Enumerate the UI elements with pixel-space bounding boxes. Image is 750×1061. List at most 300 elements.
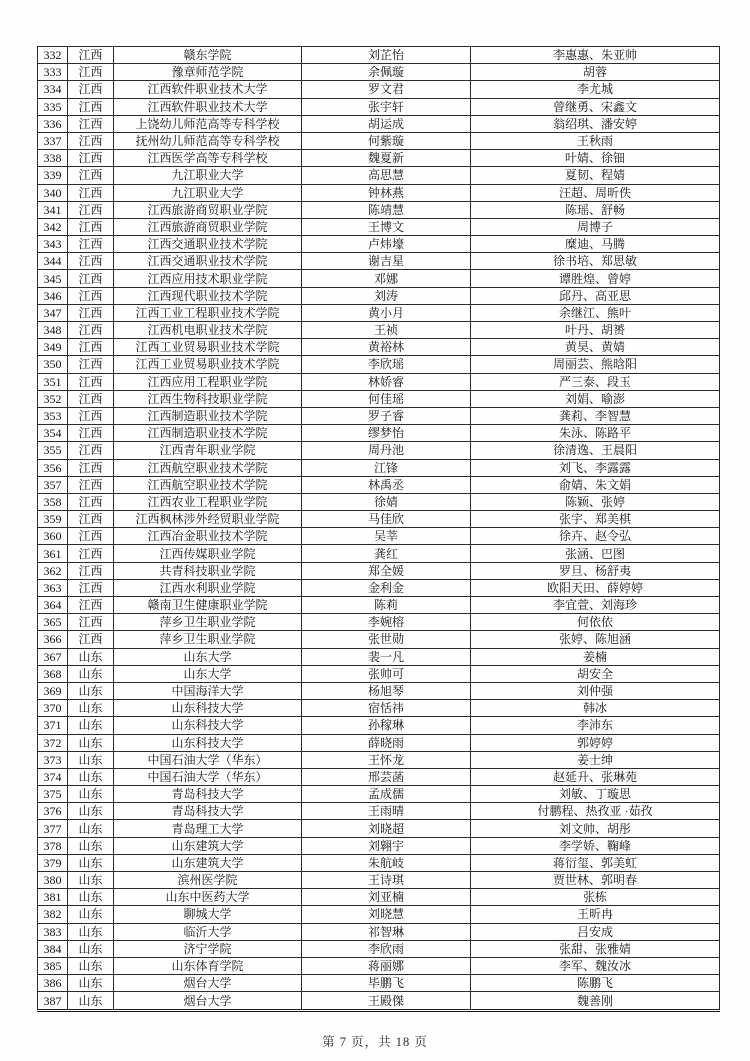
cell-members: 夏韧、程婧 <box>471 167 720 184</box>
cell-serial-number: 362 <box>38 562 68 579</box>
table-row <box>38 304 720 321</box>
cell-serial-number: 380 <box>38 872 68 889</box>
cell-province: 山东 <box>68 889 114 906</box>
cell-serial-number: 377 <box>38 820 68 837</box>
cell-name: 陈莉 <box>302 597 471 614</box>
cell-serial-number: 383 <box>38 923 68 940</box>
cell-serial-number: 351 <box>38 373 68 390</box>
cell-name: 王雨晴 <box>302 803 471 820</box>
cell-members: 汪超、周昕佚 <box>471 184 720 201</box>
cell-members: 何依依 <box>471 614 720 631</box>
table-row <box>38 150 720 167</box>
cell-province: 江西 <box>68 356 114 373</box>
cell-members: 姜楠 <box>471 648 720 665</box>
cell-members: 翁绍琪、潘安婷 <box>471 115 720 132</box>
cell-school: 临沂大学 <box>114 923 302 940</box>
table-row <box>38 356 720 373</box>
cell-province: 江西 <box>68 98 114 115</box>
cell-name: 何紫璇 <box>302 132 471 149</box>
cell-members: 陈颖、张婷 <box>471 493 720 510</box>
cell-name: 王祯 <box>302 322 471 339</box>
roster-table <box>37 46 720 1012</box>
cell-school: 山东科技大学 <box>114 734 302 751</box>
cell-members: 蒋衍玺、郭美虹 <box>471 854 720 871</box>
cell-name: 杨旭琴 <box>302 682 471 699</box>
cell-school: 江西软件职业技术大学 <box>114 98 302 115</box>
table-row <box>38 476 720 493</box>
cell-school: 赣南卫生健康职业学院 <box>114 597 302 614</box>
cell-members: 李军、魏汝冰 <box>471 957 720 974</box>
cell-serial-number: 338 <box>38 150 68 167</box>
cell-serial-number: 365 <box>38 614 68 631</box>
table-row <box>38 820 720 837</box>
cell-name: 刘亚楠 <box>302 889 471 906</box>
cell-school: 青岛科技大学 <box>114 803 302 820</box>
table-row <box>38 837 720 854</box>
cell-members: 张婷、陈旭涵 <box>471 631 720 648</box>
cell-school: 共青科技职业学院 <box>114 562 302 579</box>
cell-name: 卢炜壕 <box>302 236 471 253</box>
cell-name: 江锋 <box>302 459 471 476</box>
cell-name: 何佳瑶 <box>302 390 471 407</box>
cell-province: 江西 <box>68 115 114 132</box>
cell-school: 江西航空职业技术学院 <box>114 459 302 476</box>
cell-province: 江西 <box>68 425 114 442</box>
cell-members: 刘仲强 <box>471 682 720 699</box>
cell-members: 刘文帅、胡彤 <box>471 820 720 837</box>
cell-name: 缪梦怡 <box>302 425 471 442</box>
cell-province: 山东 <box>68 768 114 785</box>
cell-school: 江西应用工程职业学院 <box>114 373 302 390</box>
cell-members: 赵延升、张琳苑 <box>471 768 720 785</box>
table-row <box>38 545 720 562</box>
cell-name: 王诗琪 <box>302 872 471 889</box>
cell-members: 韩冰 <box>471 700 720 717</box>
cell-school: 江西交通职业技术学院 <box>114 236 302 253</box>
cell-province: 山东 <box>68 854 114 871</box>
cell-members: 周丽芸、熊晗阳 <box>471 356 720 373</box>
cell-name: 李欣瑶 <box>302 356 471 373</box>
table-row <box>38 648 720 665</box>
cell-name: 黄小月 <box>302 304 471 321</box>
cell-province: 江西 <box>68 528 114 545</box>
table-row <box>38 167 720 184</box>
cell-name: 金利金 <box>302 579 471 596</box>
table-row <box>38 322 720 339</box>
cell-members: 龚莉、李智慧 <box>471 407 720 424</box>
cell-serial-number: 350 <box>38 356 68 373</box>
cell-school: 中国石油大学（华东） <box>114 768 302 785</box>
cell-name: 邓娜 <box>302 270 471 287</box>
cell-serial-number: 347 <box>38 304 68 321</box>
cell-members: 李宜萱、刘海珍 <box>471 597 720 614</box>
table-row <box>38 115 720 132</box>
cell-name: 郑全媛 <box>302 562 471 579</box>
cell-province: 山东 <box>68 837 114 854</box>
cell-members: 张栋 <box>471 889 720 906</box>
cell-serial-number: 353 <box>38 407 68 424</box>
table-row <box>38 872 720 889</box>
cell-members: 刘娟、喻澎 <box>471 390 720 407</box>
cell-serial-number: 346 <box>38 287 68 304</box>
table-row <box>38 132 720 149</box>
cell-name: 王博文 <box>302 218 471 235</box>
cell-name: 王怀龙 <box>302 751 471 768</box>
cell-name: 周丹池 <box>302 442 471 459</box>
cell-school: 滨州医学院 <box>114 872 302 889</box>
cell-serial-number: 360 <box>38 528 68 545</box>
cell-members: 李学娇、鞠峰 <box>471 837 720 854</box>
table-row <box>38 425 720 442</box>
table-row <box>38 287 720 304</box>
cell-members: 邱丹、高亚思 <box>471 287 720 304</box>
cell-serial-number: 336 <box>38 115 68 132</box>
cell-members: 胡蓉 <box>471 64 720 81</box>
cell-province: 山东 <box>68 734 114 751</box>
cell-serial-number: 344 <box>38 253 68 270</box>
cell-school: 江西软件职业技术大学 <box>114 81 302 98</box>
cell-name: 黄裕林 <box>302 339 471 356</box>
cell-members: 刘飞、李露露 <box>471 459 720 476</box>
cell-school: 江西青年职业学院 <box>114 442 302 459</box>
cell-members: 付鹏程、热孜亚 ·茹孜 <box>471 803 720 820</box>
cell-school: 赣东学院 <box>114 47 302 64</box>
cell-province: 江西 <box>68 511 114 528</box>
table-row <box>38 631 720 648</box>
cell-members: 王秋雨 <box>471 132 720 149</box>
cell-name: 蒋丽娜 <box>302 957 471 974</box>
table-row <box>38 81 720 98</box>
cell-school: 聊城大学 <box>114 906 302 923</box>
cell-serial-number: 382 <box>38 906 68 923</box>
cell-serial-number: 359 <box>38 511 68 528</box>
cell-province: 山东 <box>68 803 114 820</box>
cell-serial-number: 354 <box>38 425 68 442</box>
cell-school: 江西工业贸易职业技术学院 <box>114 339 302 356</box>
cell-province: 江西 <box>68 81 114 98</box>
cell-members: 俞婧、朱文娟 <box>471 476 720 493</box>
cell-province: 江西 <box>68 287 114 304</box>
cell-province: 山东 <box>68 975 114 992</box>
cell-name: 张宇轩 <box>302 98 471 115</box>
table-row <box>38 957 720 974</box>
cell-province: 山东 <box>68 940 114 957</box>
table-body <box>38 47 720 1011</box>
cell-province: 山东 <box>68 648 114 665</box>
cell-name: 孟成儒 <box>302 786 471 803</box>
cell-school: 江西传媒职业学院 <box>114 545 302 562</box>
cell-school: 上饶幼儿师范高等专科学校 <box>114 115 302 132</box>
cell-serial-number: 337 <box>38 132 68 149</box>
cell-name: 李欣雨 <box>302 940 471 957</box>
cell-province: 山东 <box>68 665 114 682</box>
page-footer: 第 7 页，共 18 页 <box>322 1035 428 1049</box>
cell-province: 江西 <box>68 132 114 149</box>
cell-province: 江西 <box>68 253 114 270</box>
cell-serial-number: 357 <box>38 476 68 493</box>
cell-members: 贾世林、郭明春 <box>471 872 720 889</box>
cell-members: 李沛东 <box>471 717 720 734</box>
cell-members: 糜迪、马腾 <box>471 236 720 253</box>
cell-province: 江西 <box>68 218 114 235</box>
cell-members: 李惠惠、朱亚帅 <box>471 47 720 64</box>
cell-serial-number: 378 <box>38 837 68 854</box>
cell-school: 江西机电职业技术学院 <box>114 322 302 339</box>
table-row <box>38 459 720 476</box>
cell-serial-number: 345 <box>38 270 68 287</box>
cell-name: 刘翱宇 <box>302 837 471 854</box>
cell-members: 叶丹、胡赟 <box>471 322 720 339</box>
cell-name: 钟林燕 <box>302 184 471 201</box>
cell-school: 烟台大学 <box>114 975 302 992</box>
cell-serial-number: 371 <box>38 717 68 734</box>
cell-serial-number: 368 <box>38 665 68 682</box>
cell-name: 薛晓雨 <box>302 734 471 751</box>
cell-serial-number: 349 <box>38 339 68 356</box>
cell-members: 张甜、张雅婧 <box>471 940 720 957</box>
table-row <box>38 373 720 390</box>
cell-members: 魏善刚 <box>471 992 720 1011</box>
cell-serial-number: 342 <box>38 218 68 235</box>
table-row <box>38 528 720 545</box>
table-row <box>38 493 720 510</box>
cell-school: 中国海洋大学 <box>114 682 302 699</box>
cell-serial-number: 358 <box>38 493 68 510</box>
table-row <box>38 665 720 682</box>
cell-school: 山东中医药大学 <box>114 889 302 906</box>
cell-serial-number: 369 <box>38 682 68 699</box>
cell-members: 黄昊、黄婧 <box>471 339 720 356</box>
cell-members: 谭胜煌、曾婷 <box>471 270 720 287</box>
cell-serial-number: 367 <box>38 648 68 665</box>
cell-name: 李婉榕 <box>302 614 471 631</box>
cell-members: 叶婧、徐钿 <box>471 150 720 167</box>
cell-school: 江西应用技术职业学院 <box>114 270 302 287</box>
cell-serial-number: 387 <box>38 992 68 1011</box>
cell-school: 江西水利职业学院 <box>114 579 302 596</box>
cell-serial-number: 385 <box>38 957 68 974</box>
cell-province: 山东 <box>68 872 114 889</box>
cell-members: 胡安全 <box>471 665 720 682</box>
cell-name: 胡运成 <box>302 115 471 132</box>
cell-province: 江西 <box>68 64 114 81</box>
cell-province: 江西 <box>68 201 114 218</box>
cell-serial-number: 343 <box>38 236 68 253</box>
cell-school: 江西制造职业技术学院 <box>114 425 302 442</box>
cell-members: 陈鹏飞 <box>471 975 720 992</box>
cell-school: 山东科技大学 <box>114 700 302 717</box>
cell-serial-number: 356 <box>38 459 68 476</box>
cell-serial-number: 364 <box>38 597 68 614</box>
cell-school: 江西生物科技职业学院 <box>114 390 302 407</box>
cell-province: 山东 <box>68 957 114 974</box>
cell-province: 江西 <box>68 322 114 339</box>
cell-school: 青岛科技大学 <box>114 786 302 803</box>
cell-serial-number: 341 <box>38 201 68 218</box>
cell-serial-number: 381 <box>38 889 68 906</box>
table-row <box>38 236 720 253</box>
table-row <box>38 682 720 699</box>
cell-school: 抚州幼儿师范高等专科学校 <box>114 132 302 149</box>
cell-name: 孙稼琳 <box>302 717 471 734</box>
cell-name: 刘芷怡 <box>302 47 471 64</box>
cell-name: 林禹丞 <box>302 476 471 493</box>
cell-serial-number: 372 <box>38 734 68 751</box>
cell-name: 张帅可 <box>302 665 471 682</box>
cell-school: 山东大学 <box>114 665 302 682</box>
cell-members: 王昕冉 <box>471 906 720 923</box>
cell-serial-number: 355 <box>38 442 68 459</box>
table-row <box>38 975 720 992</box>
table-row <box>38 923 720 940</box>
cell-serial-number: 370 <box>38 700 68 717</box>
cell-school: 江西旅游商贸职业学院 <box>114 218 302 235</box>
cell-name: 余佩璇 <box>302 64 471 81</box>
cell-province: 山东 <box>68 906 114 923</box>
table-row <box>38 47 720 64</box>
cell-province: 江西 <box>68 597 114 614</box>
table-row <box>38 751 720 768</box>
cell-members: 罗旦、杨舒夷 <box>471 562 720 579</box>
cell-province: 江西 <box>68 47 114 64</box>
cell-members: 陈瑶、舒畅 <box>471 201 720 218</box>
cell-province: 江西 <box>68 579 114 596</box>
cell-members: 朱泳、陈路平 <box>471 425 720 442</box>
cell-name: 毕鹏飞 <box>302 975 471 992</box>
cell-serial-number: 384 <box>38 940 68 957</box>
cell-members: 余继江、熊叶 <box>471 304 720 321</box>
cell-school: 山东科技大学 <box>114 717 302 734</box>
cell-name: 祁智琳 <box>302 923 471 940</box>
cell-school: 九江职业大学 <box>114 167 302 184</box>
table-row <box>38 906 720 923</box>
cell-name: 刘晓超 <box>302 820 471 837</box>
table-row <box>38 98 720 115</box>
cell-province: 江西 <box>68 270 114 287</box>
cell-members: 周博子 <box>471 218 720 235</box>
table-row <box>38 253 720 270</box>
table-row <box>38 390 720 407</box>
cell-name: 谢吉星 <box>302 253 471 270</box>
table-row <box>38 786 720 803</box>
table-row <box>38 201 720 218</box>
cell-name: 宿恬祎 <box>302 700 471 717</box>
cell-province: 江西 <box>68 476 114 493</box>
cell-school: 江西冶金职业技术学院 <box>114 528 302 545</box>
table-row <box>38 700 720 717</box>
cell-members: 吕安成 <box>471 923 720 940</box>
cell-name: 龚红 <box>302 545 471 562</box>
cell-serial-number: 332 <box>38 47 68 64</box>
cell-serial-number: 376 <box>38 803 68 820</box>
table-row <box>38 184 720 201</box>
cell-province: 江西 <box>68 304 114 321</box>
cell-school: 江西农业工程职业学院 <box>114 493 302 510</box>
cell-name: 邢芸菡 <box>302 768 471 785</box>
cell-province: 山东 <box>68 717 114 734</box>
cell-name: 王殿傑 <box>302 992 471 1011</box>
cell-school: 江西现代职业技术学院 <box>114 287 302 304</box>
cell-members: 张宇、郑美棋 <box>471 511 720 528</box>
cell-name: 陈靖慧 <box>302 201 471 218</box>
cell-province: 山东 <box>68 682 114 699</box>
cell-school: 山东建筑大学 <box>114 854 302 871</box>
cell-members: 严三泰、段玉 <box>471 373 720 390</box>
cell-school: 豫章师范学院 <box>114 64 302 81</box>
cell-province: 江西 <box>68 442 114 459</box>
cell-name: 刘晓慧 <box>302 906 471 923</box>
cell-serial-number: 361 <box>38 545 68 562</box>
cell-province: 江西 <box>68 373 114 390</box>
cell-serial-number: 340 <box>38 184 68 201</box>
cell-name: 吴莘 <box>302 528 471 545</box>
cell-name: 刘涛 <box>302 287 471 304</box>
cell-school: 青岛理工大学 <box>114 820 302 837</box>
cell-name: 裴一凡 <box>302 648 471 665</box>
cell-name: 张世勋 <box>302 631 471 648</box>
cell-school: 萍乡卫生职业学院 <box>114 614 302 631</box>
cell-serial-number: 333 <box>38 64 68 81</box>
cell-members: 郭婷婷 <box>471 734 720 751</box>
cell-school: 江西航空职业技术学院 <box>114 476 302 493</box>
cell-members: 徐清逸、王晨阳 <box>471 442 720 459</box>
table-row <box>38 734 720 751</box>
cell-province: 江西 <box>68 545 114 562</box>
cell-name: 朱航岐 <box>302 854 471 871</box>
table-row <box>38 562 720 579</box>
cell-school: 济宁学院 <box>114 940 302 957</box>
table-row <box>38 768 720 785</box>
cell-school: 中国石油大学（华东） <box>114 751 302 768</box>
table-row <box>38 511 720 528</box>
cell-serial-number: 335 <box>38 98 68 115</box>
cell-name: 高思慧 <box>302 167 471 184</box>
cell-province: 江西 <box>68 236 114 253</box>
table-row <box>38 614 720 631</box>
cell-province: 山东 <box>68 751 114 768</box>
cell-province: 山东 <box>68 786 114 803</box>
table-row <box>38 992 720 1011</box>
table-row <box>38 64 720 81</box>
cell-serial-number: 363 <box>38 579 68 596</box>
table-row <box>38 717 720 734</box>
cell-serial-number: 374 <box>38 768 68 785</box>
cell-members: 欧阳天田、薛婷婷 <box>471 579 720 596</box>
cell-serial-number: 386 <box>38 975 68 992</box>
cell-members: 张涵、巴图 <box>471 545 720 562</box>
table-row <box>38 442 720 459</box>
cell-school: 山东体育学院 <box>114 957 302 974</box>
cell-province: 山东 <box>68 992 114 1011</box>
cell-school: 江西旅游商贸职业学院 <box>114 201 302 218</box>
cell-name: 罗子睿 <box>302 407 471 424</box>
cell-province: 江西 <box>68 562 114 579</box>
cell-school: 山东大学 <box>114 648 302 665</box>
cell-name: 林娇睿 <box>302 373 471 390</box>
cell-serial-number: 352 <box>38 390 68 407</box>
cell-province: 江西 <box>68 184 114 201</box>
cell-school: 江西枫林涉外经贸职业学院 <box>114 511 302 528</box>
cell-serial-number: 373 <box>38 751 68 768</box>
cell-school: 烟台大学 <box>114 992 302 1011</box>
cell-serial-number: 366 <box>38 631 68 648</box>
cell-school: 萍乡卫生职业学院 <box>114 631 302 648</box>
table-row <box>38 597 720 614</box>
cell-serial-number: 375 <box>38 786 68 803</box>
cell-serial-number: 379 <box>38 854 68 871</box>
table-row <box>38 579 720 596</box>
cell-province: 江西 <box>68 407 114 424</box>
